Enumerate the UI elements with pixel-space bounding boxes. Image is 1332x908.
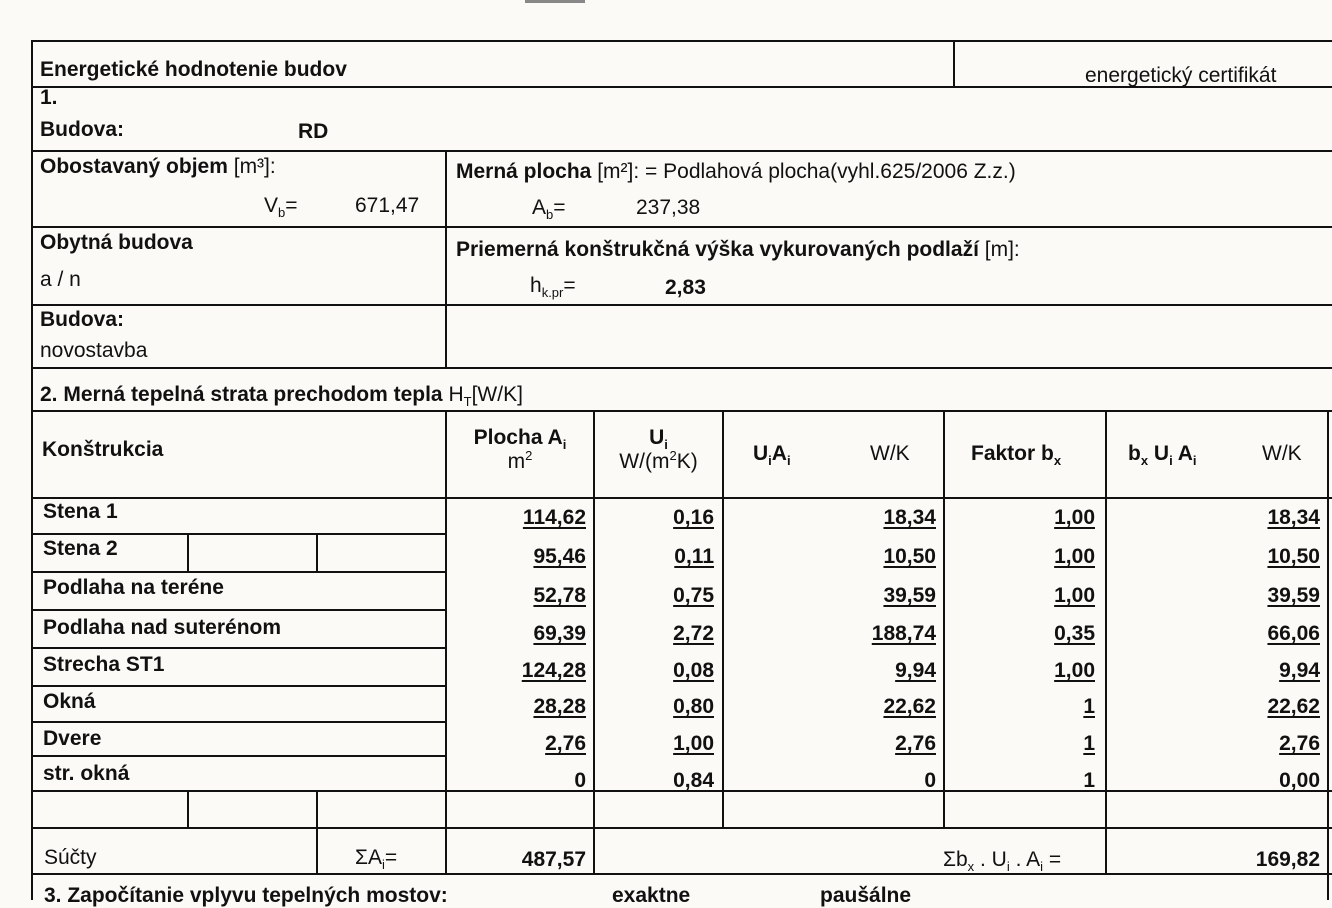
divider <box>31 755 446 757</box>
ab-value: 237,38 <box>636 196 701 219</box>
sum-label: Súčty <box>44 846 97 869</box>
row-name: Podlaha na teréne <box>43 576 224 599</box>
divider <box>31 410 1332 412</box>
row-ua: 22,62 <box>883 695 936 718</box>
divider <box>31 609 446 611</box>
status-value: novostavba <box>40 339 148 362</box>
hk-symbol: $h_{k.pr}=$ <box>530 274 576 301</box>
row-area: 28,28 <box>533 695 586 718</box>
divider <box>445 150 447 367</box>
row-name: Stena 2 <box>43 537 118 560</box>
row-ua: 2,76 <box>895 732 936 755</box>
row-ua: 18,34 <box>883 506 936 529</box>
divider <box>31 497 1332 499</box>
row-bx: 1,00 <box>1054 659 1095 682</box>
section3-title: 3. Započítanie vplyvu tepelných mostov: <box>44 884 448 907</box>
row-area: 114,62 <box>522 506 586 529</box>
divider <box>31 827 1332 829</box>
row-bx: 0,35 <box>1054 622 1095 645</box>
divider <box>316 533 318 571</box>
row-bua: 18,34 <box>1267 506 1320 529</box>
sum-bua-value: 169,82 <box>1255 848 1320 871</box>
row-bua: 22,62 <box>1267 695 1320 718</box>
row-bua: 0,00 <box>1279 769 1320 792</box>
divider <box>316 790 318 873</box>
col-bua-unit: W/K <box>1262 442 1302 465</box>
col-factor: Faktor $b_x$ <box>971 442 1062 469</box>
row-name: Okná <box>43 690 96 713</box>
divider <box>1327 410 1329 900</box>
row-name: Dvere <box>43 727 102 750</box>
divider <box>31 533 446 535</box>
area-label: Merná plocha [m²]: = Podlahová plocha(vyhl.625/2006 Z.z.) <box>456 160 1016 183</box>
height-label: Priemerná konštrukčná výška vykurovaných podlaží [m]: <box>456 238 1020 261</box>
divider <box>722 410 724 827</box>
divider <box>31 226 1332 228</box>
row-bx: 1,00 <box>1054 584 1095 607</box>
col-u: $U_i$ $W/(m^2K)$ <box>619 426 698 473</box>
divider <box>953 40 955 86</box>
row-bx: 1 <box>1083 695 1095 718</box>
divider <box>31 721 446 723</box>
vb-value: 671,47 <box>355 194 420 217</box>
hk-value: 2,83 <box>665 276 706 299</box>
row-ua: 10,50 <box>883 545 936 568</box>
row-area: 52,78 <box>533 584 586 607</box>
row-bua: 39,59 <box>1267 584 1320 607</box>
row-name: Stena 1 <box>43 500 118 523</box>
row-bx: 1,00 <box>1054 545 1095 568</box>
frame-left-line <box>31 40 33 900</box>
row-u: 0,75 <box>673 584 714 607</box>
divider <box>31 647 446 649</box>
col-ua-unit: W/K <box>870 442 910 465</box>
row-u: 0,08 <box>673 659 714 682</box>
divider <box>187 790 189 827</box>
building-type-value: a / n <box>40 268 81 291</box>
row-area: 69,39 <box>533 622 586 645</box>
row-name: str. okná <box>43 762 130 785</box>
row-u: 0,84 <box>673 769 714 792</box>
row-area: 2,76 <box>545 732 586 755</box>
col-ua: $U_iA_i$ <box>753 442 791 469</box>
row-ua: 188,74 <box>871 622 936 645</box>
row-ua: 39,59 <box>883 584 936 607</box>
building-label: Budova: <box>40 118 124 141</box>
divider <box>943 410 945 827</box>
row-ua: 9,94 <box>895 659 936 682</box>
row-bua: 2,76 <box>1279 732 1320 755</box>
divider <box>31 304 1332 306</box>
section2-title: 2. Merná tepelná strata prechodom tepla $H_T[W/K]$ <box>40 383 523 410</box>
section-number: 1. <box>40 86 58 109</box>
scan-mark <box>525 0 585 3</box>
divider <box>31 571 446 573</box>
divider <box>187 533 189 571</box>
row-bua: 66,06 <box>1267 622 1320 645</box>
frame-top-line <box>31 40 1332 42</box>
volume-label: Obostavaný objem [m³]: <box>40 155 276 178</box>
vb-symbol: $V_b=$ <box>264 194 298 221</box>
divider <box>31 873 1332 875</box>
row-u: 2,72 <box>673 622 714 645</box>
row-bua: 9,94 <box>1279 659 1320 682</box>
row-bx: 1 <box>1083 769 1095 792</box>
status-label: Budova: <box>40 308 124 331</box>
sum-bua-symbol: $\Sigma b_x$ . $U_i$ . $A_i$ = <box>943 848 1062 875</box>
ab-symbol: $A_b=$ <box>532 196 566 223</box>
divider <box>31 150 1332 152</box>
col-area: Plocha $A_i$ $m^2$ <box>473 426 567 473</box>
col-bua: $b_x$ $U_i$ $A_i$ <box>1128 442 1197 469</box>
row-area: 124,28 <box>521 659 586 682</box>
row-area: 95,46 <box>533 545 586 568</box>
sum-area-symbol: $\Sigma A_i=$ <box>355 846 398 873</box>
row-name: Strecha ST1 <box>43 653 165 676</box>
row-bx: 1,00 <box>1054 506 1095 529</box>
section3-option-flat: paušálne <box>820 884 912 907</box>
row-u: 0,11 <box>674 545 714 568</box>
section3-option-exact: exaktne <box>612 884 691 907</box>
document-title: Energetické hodnotenie budov <box>40 58 347 81</box>
building-type-label: Obytná budova <box>40 231 193 254</box>
row-bx: 1 <box>1083 732 1095 755</box>
row-u: 1,00 <box>673 732 714 755</box>
divider <box>31 685 446 687</box>
row-ua: 0 <box>924 769 936 792</box>
col-construction: Konštrukcia <box>42 438 164 461</box>
sum-area-value: 487,57 <box>521 848 586 871</box>
row-u: 0,16 <box>673 506 714 529</box>
building-value: RD <box>298 120 329 143</box>
certificate-label: energetický certifikát <box>1085 64 1277 87</box>
row-u: 0,80 <box>673 695 714 718</box>
row-name: Podlaha nad suterénom <box>43 616 282 639</box>
row-area: 0 <box>574 769 586 792</box>
divider <box>31 367 1332 369</box>
row-bua: 10,50 <box>1267 545 1320 568</box>
